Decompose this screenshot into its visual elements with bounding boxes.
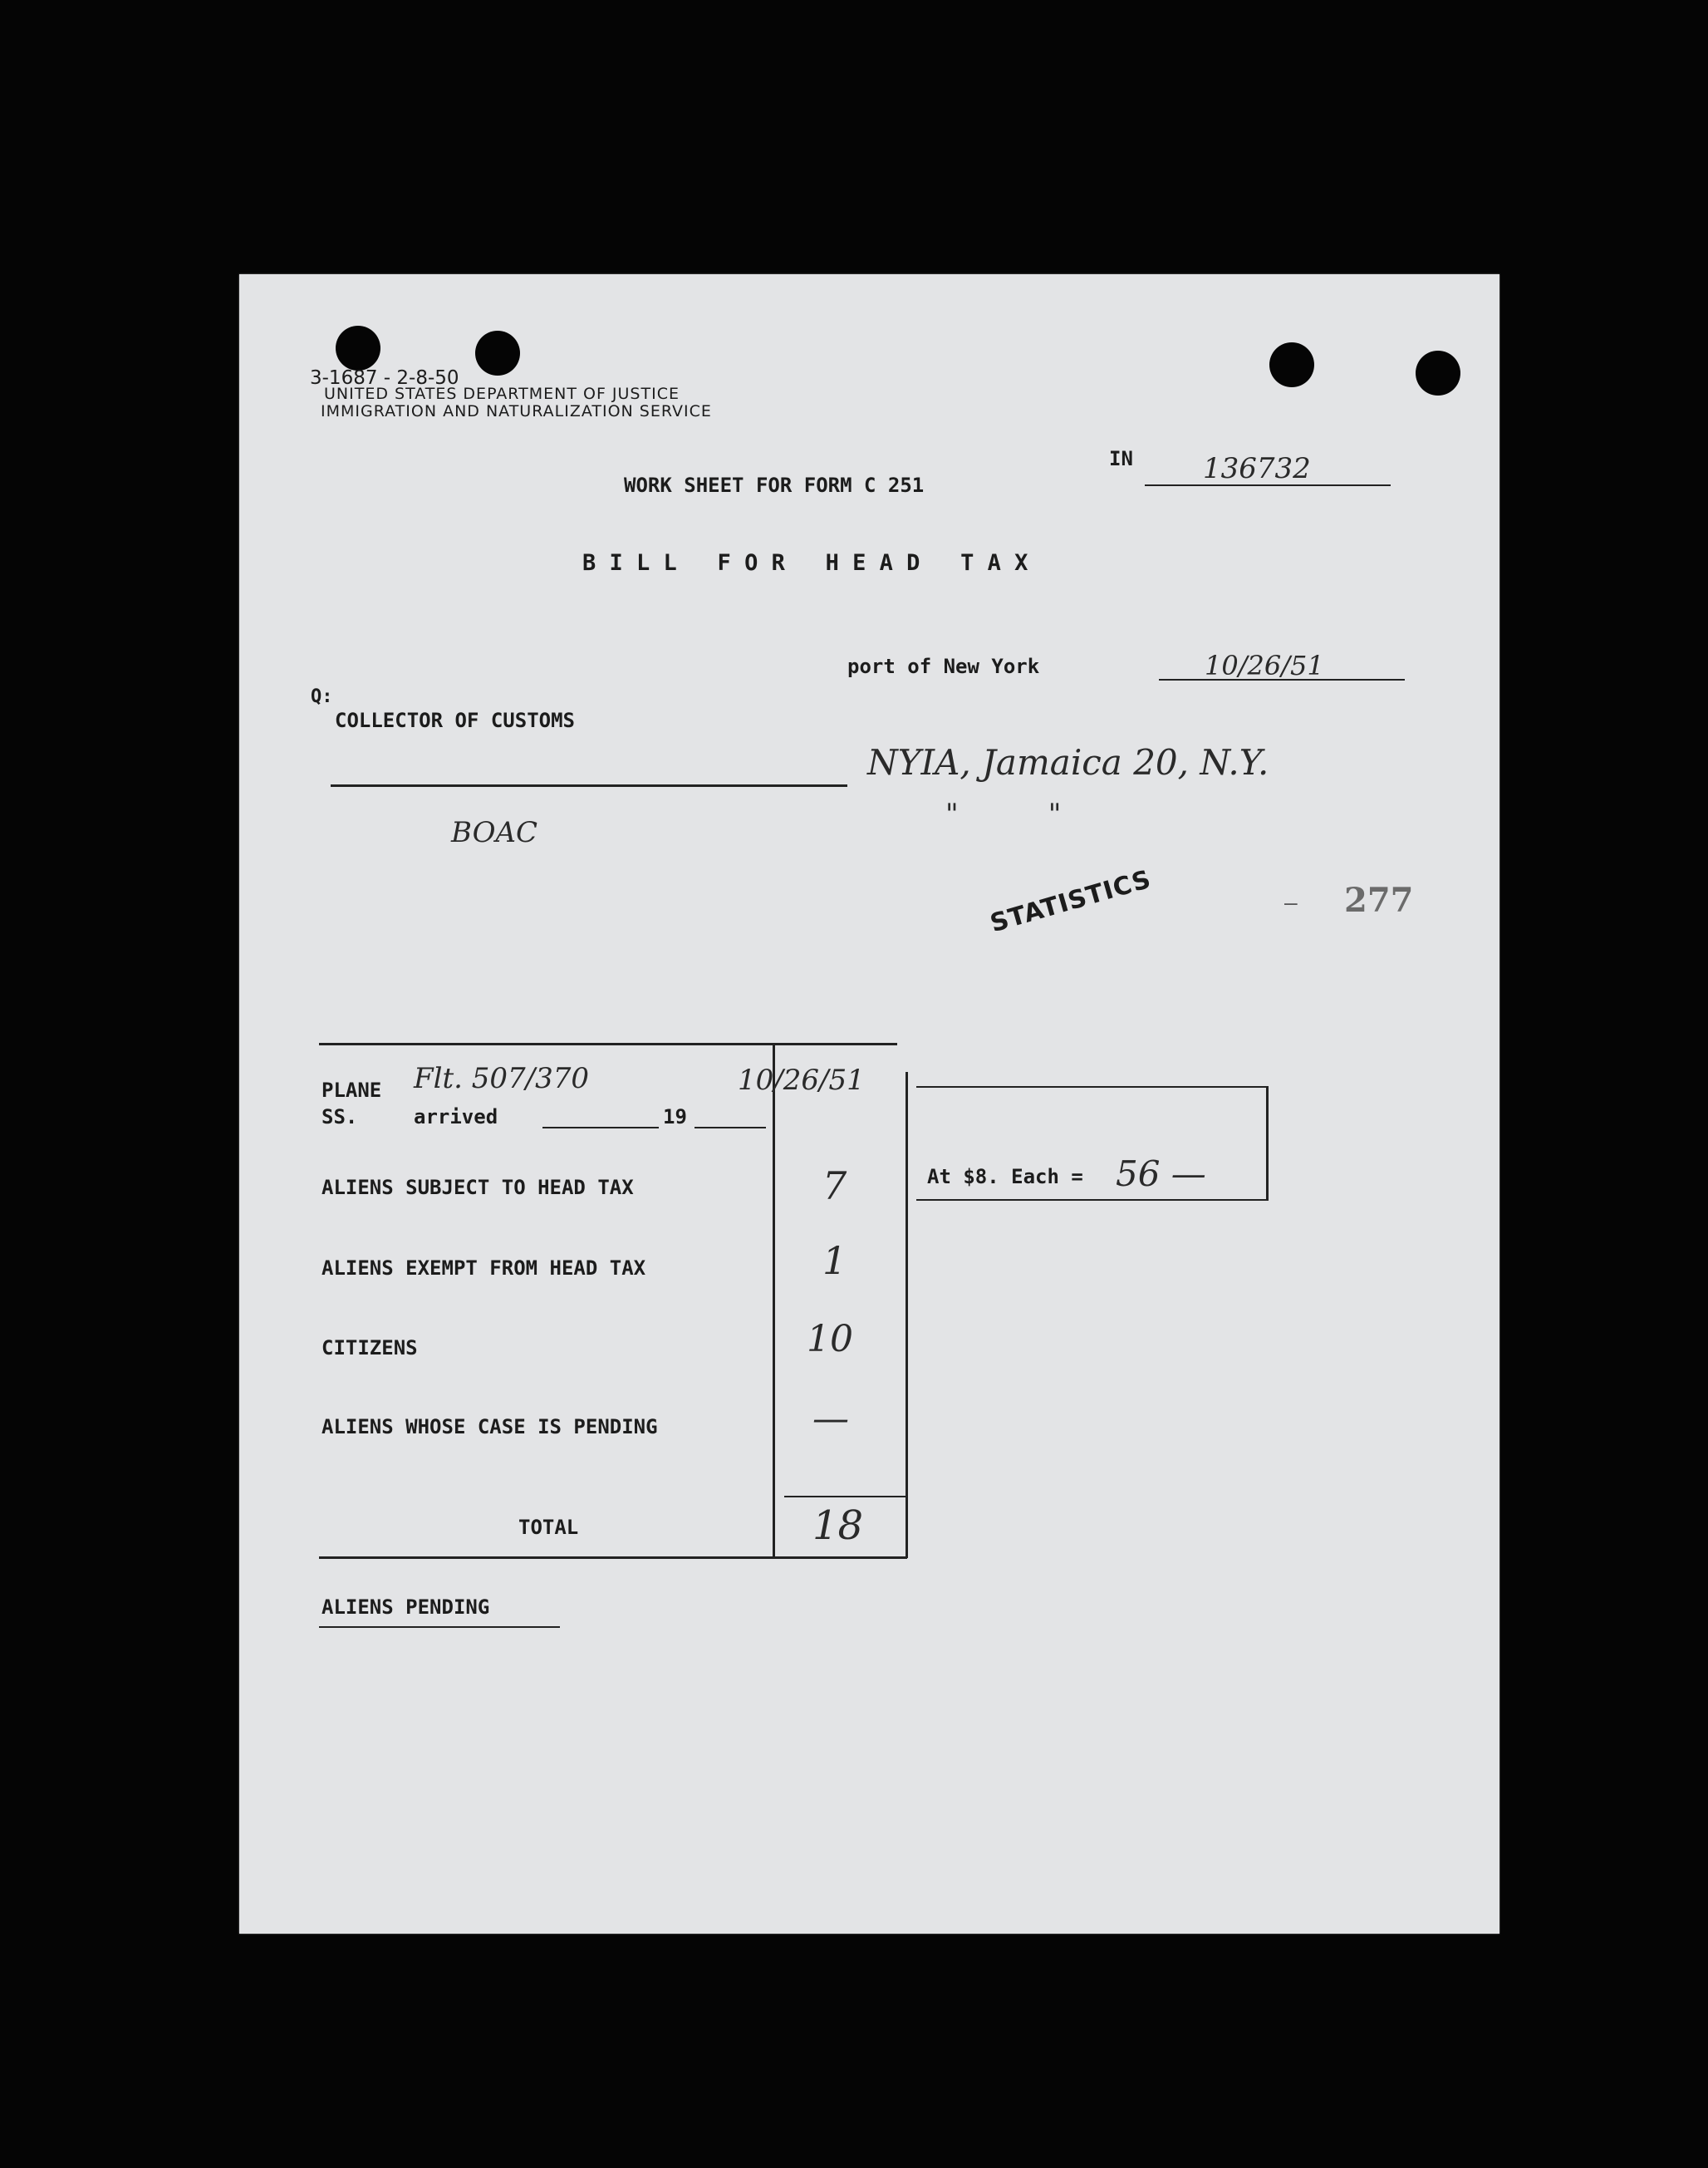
in-number-underline — [1145, 484, 1391, 486]
rate-box-top — [916, 1086, 1269, 1088]
plane-label: PLANE — [321, 1079, 382, 1102]
row-count-pending: — — [812, 1398, 849, 1440]
punch-hole-3 — [1269, 342, 1314, 387]
punch-hole-2 — [475, 331, 520, 376]
row-label-exempt: ALIENS EXEMPT FROM HEAD TAX — [321, 1256, 646, 1280]
in-label: IN — [1109, 447, 1133, 470]
carrier: BOAC — [451, 816, 538, 849]
aliens-pending-label: ALIENS PENDING — [321, 1595, 490, 1619]
in-number: 136732 — [1203, 452, 1311, 485]
table-right-edge — [906, 1072, 908, 1558]
row-label-citizens: CITIZENS — [321, 1336, 418, 1359]
address-line — [331, 784, 847, 787]
rate-box-bottom — [916, 1199, 1269, 1201]
table-top-line — [319, 1043, 897, 1045]
punch-hole-1 — [336, 326, 380, 371]
tax-amount: 56 — — [1116, 1153, 1206, 1194]
form-code: 3-1687 - 2-8-50 — [310, 367, 459, 389]
address-handwritten: NYIA, Jamaica 20, N.Y. — [867, 742, 1269, 783]
port-text: port of New York — [847, 655, 1040, 678]
table-divider — [773, 1043, 775, 1558]
form-sheet — [239, 274, 1499, 1934]
ditto-marks: " " — [945, 798, 1062, 831]
date: 10/26/51 — [1205, 650, 1324, 681]
title: B I L L F O R H E A D T A X — [582, 550, 1028, 576]
arrived-line-1 — [542, 1127, 659, 1128]
date-underline — [1159, 679, 1405, 681]
page-dash: – — [1284, 891, 1298, 916]
year-prefix: 19 — [663, 1105, 687, 1128]
to-prefix: Q: — [311, 686, 333, 707]
row-count-subject: 7 — [822, 1163, 847, 1208]
rate-box-right — [1266, 1086, 1269, 1201]
agency-line-2: IMMIGRATION AND NATURALIZATION SERVICE — [321, 402, 712, 420]
row-count-exempt: 1 — [822, 1238, 847, 1283]
total-label: TOTAL — [518, 1516, 579, 1539]
ss-label: SS. — [321, 1105, 358, 1128]
flight-number: Flt. 507/370 — [414, 1062, 589, 1095]
row-count-citizens: 10 — [807, 1318, 853, 1360]
addressee: COLLECTOR OF CUSTOMS — [335, 709, 575, 732]
row-label-pending: ALIENS WHOSE CASE IS PENDING — [321, 1415, 658, 1438]
row-label-subject: ALIENS SUBJECT TO HEAD TAX — [321, 1176, 634, 1199]
page-number: 277 — [1344, 881, 1414, 920]
punch-hole-4 — [1416, 351, 1460, 396]
arrived-line-2 — [694, 1127, 766, 1128]
agency-line-1: UNITED STATES DEPARTMENT OF JUSTICE — [324, 385, 680, 403]
subtitle: WORK SHEET FOR FORM C 251 — [624, 474, 925, 497]
statistics-stamp: STATISTICS — [987, 864, 1155, 939]
total-count: 18 — [812, 1502, 864, 1549]
arrived-label: arrived — [414, 1105, 498, 1128]
total-line — [784, 1496, 907, 1497]
aliens-pending-underline — [319, 1626, 560, 1628]
rate-label: At $8. Each = — [927, 1165, 1083, 1188]
table-bottom-line — [319, 1556, 907, 1559]
arrival-date: 10/26/51 — [738, 1064, 865, 1097]
